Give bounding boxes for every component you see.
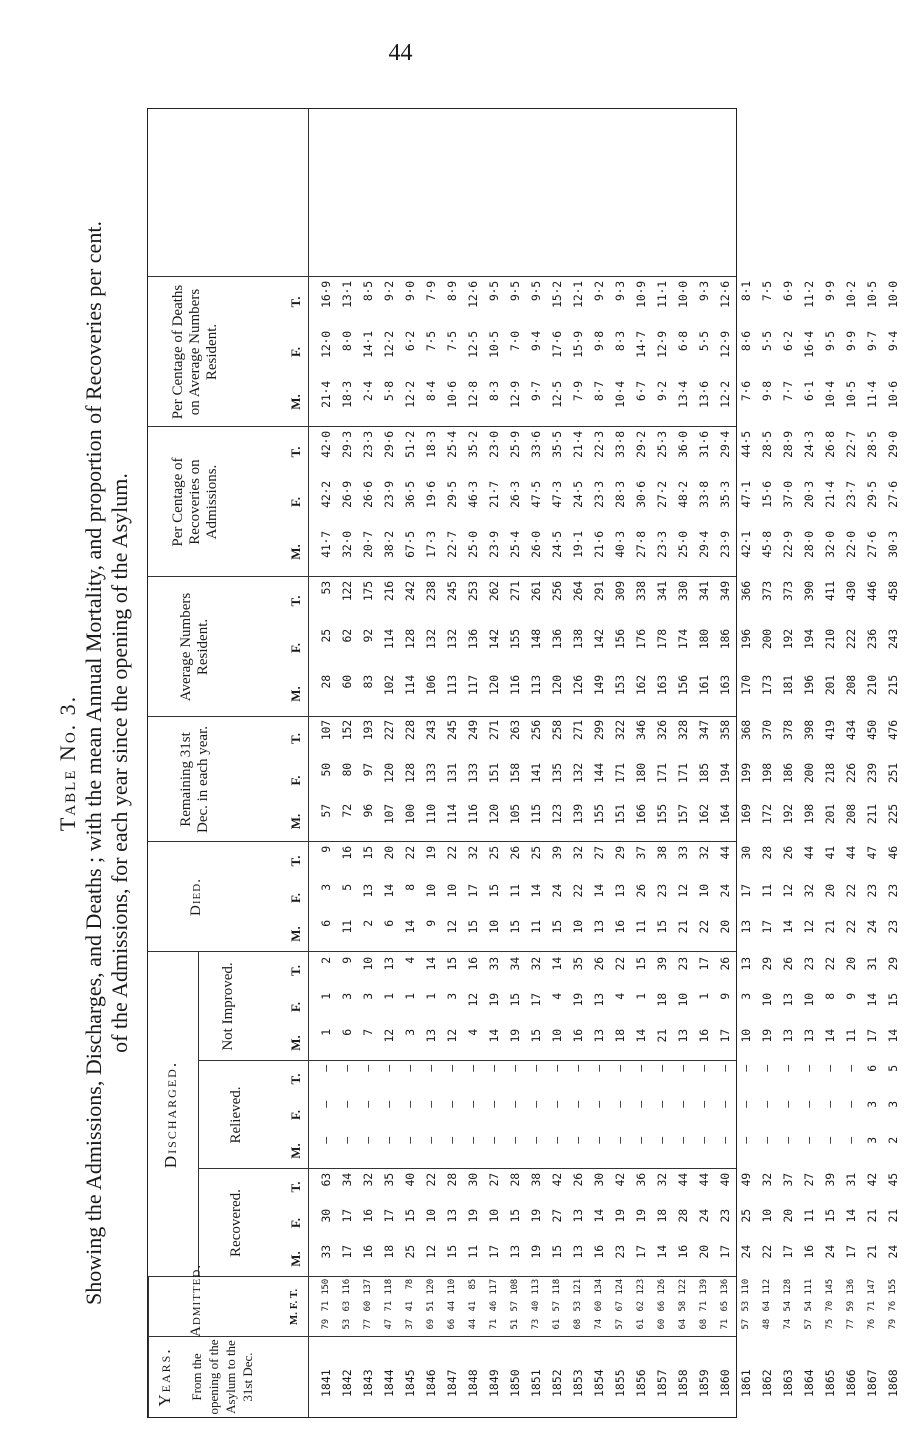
header-discharged: Discharged. [161, 1060, 180, 1169]
recovered-f-column: 30 17 16 17 15 10 13 19 10 15 19 27 13 14 19 19 18 28 24 23 25 10 20 11 15 14 21 21 [319, 1209, 900, 1223]
subheader-m: M. [288, 544, 303, 560]
header-remaining: Remaining 31st Dec. in each year. [178, 725, 211, 834]
average-m-column: 28 60 83 102 114 106 113 117 120 116 113 120 126 149 153 162 163 156 161 163 170 173 181 196 201 208 210 215 [319, 675, 900, 696]
died-t-column: 9 16 15 20 22 19 22 32 25 26 25 39 32 27 29 37 38 33 32 44 30 28 26 44 41 44 47 46 [319, 846, 900, 860]
recovery-pct-m-column: 41·7 32·0 20·7 38·2 67·5 17·3 22·7 25·0 23·9 25·4 26·0 24·5 19·1 21·6 40·3 27·8 23·3 25·0 29·4 23·9 42·1 45·8 22·9 28·0 32·0 22·0 27·6 30·3 [319, 531, 900, 558]
subheader-admitted: M. F. T. [288, 1288, 300, 1326]
average-f-column: 25 62 92 114 128 132 132 136 142 155 148 136 138 142 156 176 178 174 180 186 196 200 192 194 210 222 236 243 [319, 629, 900, 650]
rule [148, 1336, 736, 1337]
died-m-column: 6 11 2 6 14 9 12 15 10 15 11 15 10 13 16 11 15 21 22 20 13 17 14 12 21 22 24 23 [319, 920, 900, 934]
rule [148, 576, 736, 577]
subheader-f: F. [288, 1002, 303, 1012]
header-years-sub: From the opening of the Asylum to the 31st Dec. [189, 1339, 255, 1415]
subheader-m: M. [288, 686, 303, 702]
rule [148, 426, 736, 427]
subheader-m: M. [288, 394, 303, 410]
table-caption-label: Table No. 3. [55, 694, 80, 832]
header-recovered: Recovered. [228, 1189, 244, 1257]
subheader-m: M. [288, 1035, 303, 1051]
rule [148, 276, 736, 277]
subheader-t: T. [288, 1181, 303, 1193]
not-improved-m-column: 1 6 7 12 3 13 12 4 14 19 15 10 16 13 18 14 21 13 16 17 10 19 13 13 14 11 17 14 [319, 1029, 900, 1043]
subheader-f: F. [288, 1110, 303, 1120]
death-pct-m-column: 21·4 18·3 2·4 5·8 12·2 8·4 10·6 12·8 8·3 12·9 9·7 12·5 7·9 8·7 10·4 6·7 9·2 13·4 13·6 12·2 7·6 9·8 7·7 6·1 10·4 10·5 11·4 10·6 [319, 381, 900, 408]
header-relieved: Relieved. [228, 1086, 244, 1144]
death-pct-f-column: 12·0 8·0 14·1 12·2 6·2 7·5 7·5 12·5 10·5 7·0 9·4 17·6 15·9 9·8 8·3 14·7 12·9 6·8 5·5 12·9 8·6 5·5 6·2 16·4 9·5 9·9 9·7 9·4 [319, 331, 900, 358]
header-admitted: Admitted. [188, 1263, 204, 1337]
header-died: Died. [188, 878, 204, 916]
subheader-t: T. [288, 595, 303, 607]
admitted-t-column: 150 116 137 118 78 120 110 85 117 108 113 118 121 134 124 123 126 122 139 136 110 112 128 111 145 136 147 155 [321, 1279, 898, 1295]
header-not-improved: Not Improved. [220, 962, 236, 1051]
recovery-pct-t-column: 42·0 29·3 23·3 29·6 51·2 18·3 25·4 35·2 23·0 25·9 33·6 35·5 21·4 22·3 33·8 29·2 25·3 36·0 31·6 29·4 44·5 28·5 28·9 24·3 26·8 22·7 28·5 29·0 [319, 431, 900, 458]
header-average: Average Numbers Resident. [178, 592, 211, 702]
subheader-t: T. [288, 965, 303, 976]
subheader-m: M. [288, 926, 303, 942]
subheader-t: T. [288, 446, 303, 458]
not-improved-f-column: 1 3 3 1 1 1 3 12 19 15 17 4 19 13 4 1 18 10 1 9 3 10 13 10 8 9 14 15 [319, 993, 900, 1007]
subheader-f: F. [288, 1218, 303, 1228]
subheader-t: T. [288, 296, 303, 308]
subheader-f: F. [288, 643, 303, 653]
header-bottom-rule [308, 109, 309, 1417]
page-number: 44 [388, 40, 413, 66]
rotated-table-block [55, 108, 900, 1418]
recovered-t-column: 63 34 32 35 40 22 28 30 27 28 38 42 26 30 42 36 32 44 44 40 49 32 37 27 39 31 42 45 [319, 1173, 900, 1187]
rule [148, 716, 736, 717]
relieved-t-column: — — — — — — — — — — — — — — — — — — — — — — — — — — 6 5 [319, 1065, 900, 1072]
remaining-f-column: 50 80 97 120 128 133 131 133 151 158 141 135 132 144 171 180 171 171 185 194 199 198 186 200 218 226 239 251 [319, 763, 900, 784]
not-improved-t-column: 2 9 10 13 4 14 15 16 33 34 32 14 35 26 22 15 39 23 17 26 13 29 26 23 22 20 31 29 [319, 957, 900, 971]
recovery-pct-f-column: 42·2 26·9 26·6 23·9 36·5 19·6 29·5 46·3 21·7 26·3 47·5 47·3 24·5 23·3 28·3 30·6 27·2 48·2 33·8 35·3 47·1 15·6 37·0 20·3 21·4 23·7 29·5 27·6 [319, 481, 900, 508]
rule [198, 1168, 736, 1169]
relieved-f-column: — — — — — — — — — — — — — — — — — — — — — — — — — — 3 3 [319, 1101, 900, 1108]
years-column: 1841 1842 1843 1844 1845 1846 1847 1848 1849 1850 1851 1852 1853 1854 1855 1856 1857 1858 1859 1860 1861 1862 1863 1864 1865 1866 1867 1868 [319, 1369, 900, 1397]
rule [198, 1060, 736, 1061]
subheader-t: T. [288, 733, 303, 744]
average-t-column: 53 122 175 216 242 238 245 253 262 271 261 256 264 291 309 338 341 330 341 349 366 373 373 390 411 430 446 458 [319, 581, 900, 602]
subheader-f: F. [288, 497, 303, 507]
relieved-m-column: — — — — — — — — — — — — — — — — — — — — — — — — — — 3 2 [319, 1137, 900, 1144]
empty-rule [148, 1277, 149, 1417]
subheader-m: M. [288, 813, 303, 830]
header-years: Years. [155, 1347, 174, 1407]
header-recovery-percentage: Per Centage of Recoveries on Admissions. [170, 457, 220, 547]
discharged-sub-rule [198, 952, 199, 1277]
subheader-f: F. [288, 893, 303, 903]
subheader-m: M. [288, 1251, 303, 1267]
subheader-t: T. [288, 855, 303, 867]
statistics-table [147, 108, 900, 1418]
death-pct-t-column: 16·9 13·1 8·5 9·2 9·0 7·9 8·9 12·6 9·5 9·5 9·5 15·2 12·1 9·2 9·3 10·9 11·1 10·0 9·3 12·6 8·1 7·5 6·9 11·2 9·9 10·2 10·5 10·0 [319, 281, 900, 308]
subheader-f: F. [288, 347, 303, 357]
subheader-m: M. [288, 1143, 303, 1159]
recovered-m-column: 33 17 16 18 25 12 15 11 17 13 19 15 13 16 23 17 14 16 20 17 24 22 17 16 24 17 21 24 [319, 1245, 900, 1259]
remaining-m-column: 57 72 96 107 100 110 114 116 120 105 115 123 139 155 151 166 155 157 162 164 169 172 192 198 201 208 211 225 [319, 804, 900, 825]
admitted-f-column: 71 63 60 71 41 51 44 41 46 57 40 57 53 60 67 62 66 58 71 65 53 64 54 54 70 59 71 76 [321, 1301, 898, 1312]
died-f-column: 3 5 13 14 8 10 10 17 15 11 14 24 22 14 13 26 23 12 10 24 17 11 12 32 20 22 23 23 [319, 884, 900, 898]
table-caption-line2: of the Admissions, for each year since the opening of the Asylum. [107, 473, 132, 1053]
table-caption-line1: Showing the Admissions, Discharges, and Deaths ; with the mean Annual Mortality, and proportion of Recoveries per cent. [81, 221, 106, 1305]
subheader-t: T. [288, 1073, 303, 1085]
header-death-percentage: Per Centage of Deaths on Average Numbers Resident. [170, 284, 220, 420]
remaining-t-column: 107 152 193 227 228 243 245 249 271 263 256 258 271 299 322 346 326 328 347 358 368 370 378 398 419 434 450 476 [319, 720, 900, 741]
rule [148, 841, 736, 842]
subheader-f: F. [288, 775, 303, 786]
admitted-m-column: 79 53 77 47 37 69 66 44 71 51 73 61 68 74 57 61 60 64 68 71 57 48 74 57 75 77 76 79 [321, 1319, 898, 1330]
